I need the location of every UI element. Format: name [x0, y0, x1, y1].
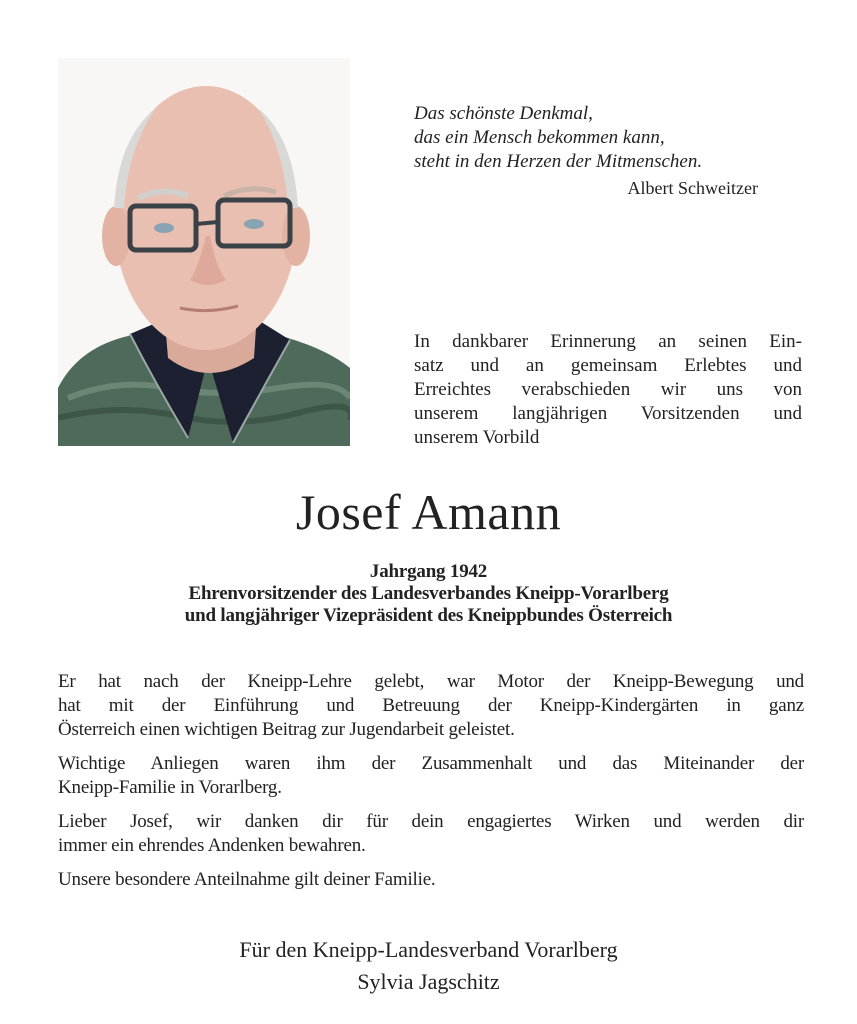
- birth-year: Jahrgang 1942: [369, 561, 488, 582]
- signature: [0, 934, 857, 998]
- tribute-line: unserem Vorbild: [414, 427, 540, 448]
- body-line: Österreich einen wichtigen Beitrag zur Jugendarbeit geleistet.: [58, 719, 515, 740]
- body-line: immer ein ehrendes Andenken bewahren.: [58, 835, 366, 856]
- quote-line: das ein Mensch bekommen kann,: [414, 127, 665, 148]
- body-paragraph: [58, 752, 804, 800]
- portrait-image: [58, 58, 350, 446]
- tribute-line: unserem langjährigen Vorsitzenden und: [414, 403, 802, 424]
- obituary-body: [58, 670, 804, 902]
- deceased-name: Josef Amann: [295, 484, 562, 540]
- deceased-subtitle: [0, 561, 857, 627]
- body-line: Unsere besondere Anteilnahme gilt deiner Familie.: [58, 869, 436, 890]
- body-paragraph: [58, 670, 804, 742]
- tribute-text: [414, 330, 802, 450]
- body-line: Kneipp-Familie in Vorarlberg.: [58, 777, 282, 798]
- quote: [414, 102, 774, 174]
- portrait-photo: [58, 58, 350, 446]
- body-line: Lieber Josef, wir danken dir für dein engagiertes Wirken und werden dir: [58, 811, 804, 832]
- tribute-line: In dankbarer Erinnerung an seinen Ein-: [414, 331, 802, 352]
- honorary-title: Ehrenvorsitzender des Landesverbandes Kneipp-Vorarlberg: [188, 583, 669, 604]
- tribute-line: Erreichtes verabschieden wir uns von: [414, 379, 802, 400]
- signature-person: Sylvia Jagschitz: [357, 969, 500, 994]
- body-line: Wichtige Anliegen waren ihm der Zusammenhalt und das Miteinander der: [58, 753, 804, 774]
- body-paragraph: [58, 810, 804, 858]
- tribute-line: satz und an gemeinsam Erlebtes und: [414, 355, 802, 376]
- quote-line: Das schönste Denkmal,: [414, 103, 593, 124]
- vice-president-title: und langjähriger Vizepräsident des Kneippbundes Österreich: [184, 605, 673, 626]
- body-line: hat mit der Einführung und Betreuung der Kneipp-Kindergärten in ganz: [58, 695, 804, 716]
- body-line: Er hat nach der Kneipp-Lehre gelebt, war Motor der Kneipp-Bewegung und: [58, 671, 804, 692]
- quote-line: steht in den Herzen der Mitmenschen.: [414, 151, 703, 172]
- signature-organization: Für den Kneipp-Landesverband Vorarlberg: [239, 937, 618, 962]
- quote-author: Albert Schweitzer: [627, 178, 758, 198]
- body-paragraph: [58, 868, 804, 892]
